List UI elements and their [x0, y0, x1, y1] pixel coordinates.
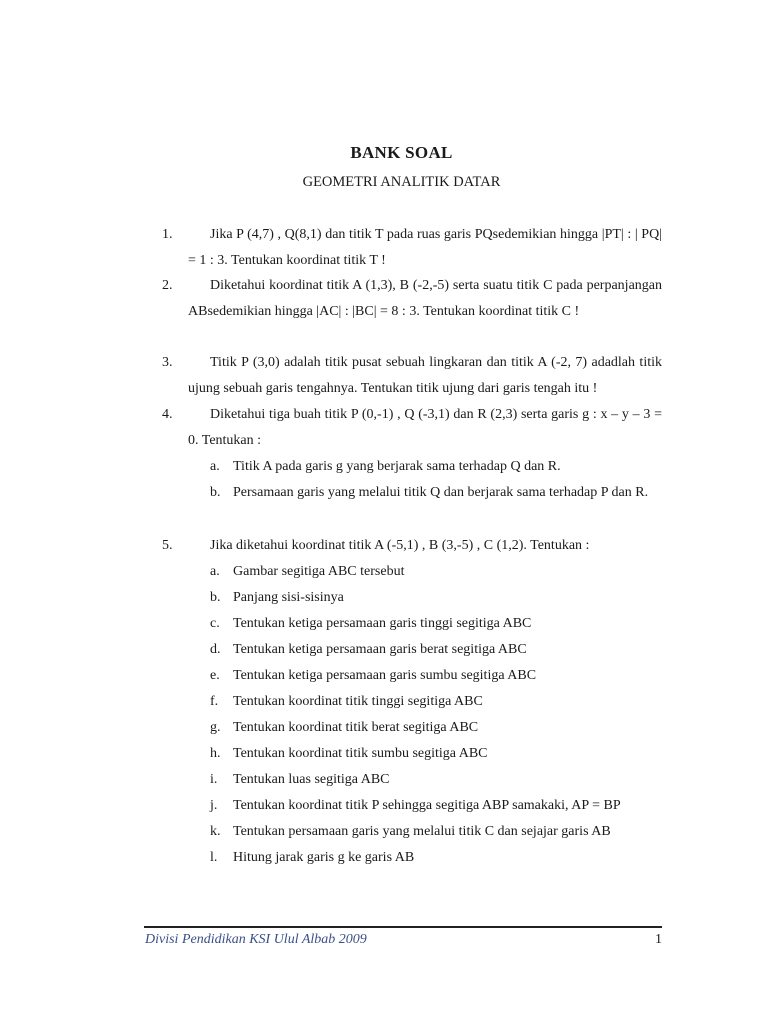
- question-number: 5.: [162, 538, 173, 553]
- sub-item-letter: g.: [210, 720, 221, 735]
- sub-item-4a: [210, 454, 662, 480]
- sub-item-text: Tentukan ketiga persamaan garis sumbu segitiga ABC: [233, 668, 537, 683]
- sub-item-letter: a.: [210, 564, 220, 579]
- question-number: 3.: [162, 355, 173, 370]
- sub-item-5h: [210, 741, 662, 767]
- question-number: 4.: [162, 407, 173, 422]
- sub-item-text: Tentukan luas segitiga ABC: [233, 772, 390, 787]
- sub-item-text: Tentukan persamaan garis yang melalui titik C dan sejajar garis AB: [233, 824, 611, 839]
- sub-item-5j: [210, 793, 662, 819]
- sub-item-letter: h.: [210, 746, 221, 761]
- sub-item-text: Tentukan ketiga persamaan garis berat segitiga ABC: [233, 642, 527, 657]
- sub-item-5b: [210, 585, 662, 611]
- question-4: [162, 402, 662, 454]
- sub-item-5c: [210, 611, 662, 637]
- sub-item-5i: [210, 767, 662, 793]
- question-text: Diketahui tiga buah titik P (0,-1) , Q (-3,1) dan R (2,3) serta garis g : x – y – 3 = 0. Tentukan :: [188, 407, 662, 448]
- document-subtitle: GEOMETRI ANALITIK DATAR: [302, 174, 501, 190]
- question-2: [162, 273, 662, 325]
- document-title: BANK SOAL: [350, 143, 453, 162]
- sub-item-letter: b.: [210, 485, 221, 500]
- sub-item-4b: [210, 480, 662, 506]
- sub-item-letter: i.: [210, 772, 218, 787]
- question-1: [162, 222, 662, 274]
- sub-item-letter: e.: [210, 668, 220, 683]
- sub-item-letter: f.: [210, 694, 219, 709]
- question-3: [162, 350, 662, 402]
- sub-item-letter: d.: [210, 642, 221, 657]
- sub-item-letter: l.: [210, 850, 218, 865]
- sub-item-text: Persamaan garis yang melalui titik Q dan berjarak sama terhadap P dan R.: [233, 485, 649, 500]
- sub-item-letter: b.: [210, 590, 221, 605]
- question-number: 1.: [162, 227, 173, 242]
- sub-item-text: Panjang sisi-sisinya: [233, 590, 344, 605]
- page-number: 1: [655, 932, 662, 947]
- footer-divider: [144, 926, 662, 928]
- question-number: 2.: [162, 278, 173, 293]
- question-text: Jika diketahui koordinat titik A (-5,1) , B (3,-5) , C (1,2). Tentukan :: [210, 538, 590, 553]
- sub-item-5a: [210, 559, 662, 585]
- sub-item-5l: [210, 845, 662, 871]
- question-text: Jika P (4,7) , Q(8,1) dan titik T pada ruas garis PQsedemikian hingga |PT| : | PQ| = 1 : 3. Tentukan koordinat titik T !: [188, 227, 662, 268]
- sub-item-text: Tentukan koordinat titik P sehingga segitiga ABP samakaki, AP = BP: [233, 798, 621, 813]
- sub-item-5g: [210, 715, 662, 741]
- footer-text: Divisi Pendidikan KSI Ulul Albab 2009: [145, 932, 367, 947]
- question-5: [162, 533, 662, 559]
- sub-item-text: Gambar segitiga ABC tersebut: [233, 564, 405, 579]
- sub-item-text: Tentukan koordinat titik berat segitiga ABC: [233, 720, 479, 735]
- question-text: Titik P (3,0) adalah titik pusat sebuah lingkaran dan titik A (-2, 7) adadlah titik ujung sebuah garis tengahnya. Tentukan titik ujung dari garis tengah itu !: [188, 355, 662, 396]
- sub-item-text: Titik A pada garis g yang berjarak sama terhadap Q dan R.: [233, 459, 561, 474]
- sub-item-text: Tentukan ketiga persamaan garis tinggi segitiga ABC: [233, 616, 532, 631]
- sub-item-text: Hitung jarak garis g ke garis AB: [233, 850, 415, 865]
- sub-item-5e: [210, 663, 662, 689]
- sub-item-5k: [210, 819, 662, 845]
- sub-item-5d: [210, 637, 662, 663]
- sub-item-letter: c.: [210, 616, 220, 631]
- sub-item-letter: k.: [210, 824, 221, 839]
- sub-item-text: Tentukan koordinat titik tinggi segitiga ABC: [233, 694, 483, 709]
- sub-item-letter: j.: [210, 798, 218, 813]
- sub-item-5f: [210, 689, 662, 715]
- question-text: Diketahui koordinat titik A (1,3), B (-2,-5) serta suatu titik C pada perpanjangan ABsedemikian hingga |AC| : |BC| = 8 : 3. Tentukan koordinat titik C !: [188, 278, 662, 319]
- sub-item-letter: a.: [210, 459, 220, 474]
- sub-item-text: Tentukan koordinat titik sumbu segitiga ABC: [233, 746, 488, 761]
